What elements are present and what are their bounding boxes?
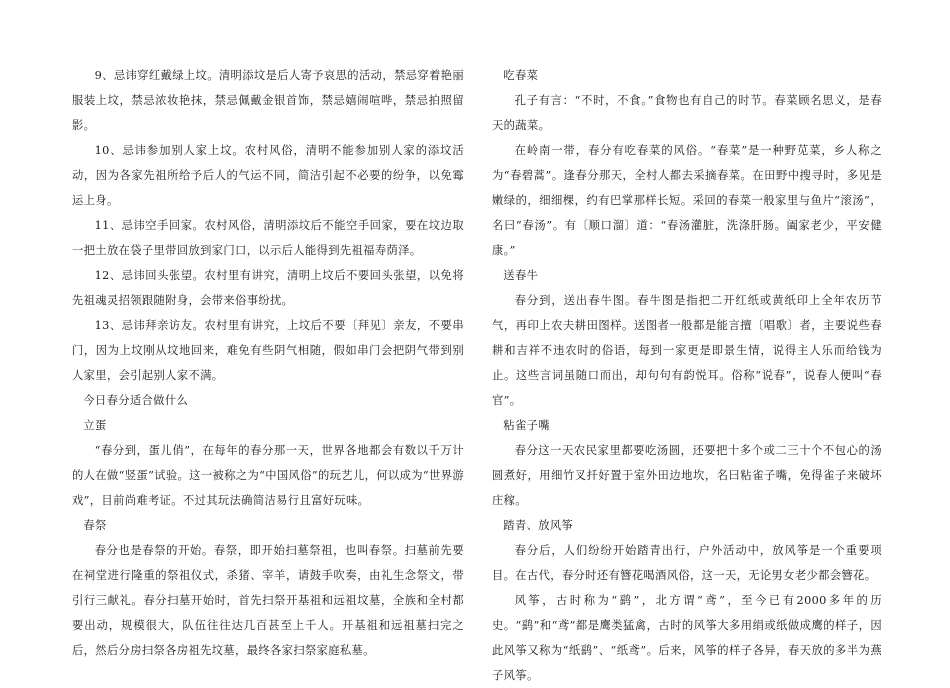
section-heading-spring-ox: 送春牛 (503, 269, 539, 282)
section-heading-spring-vegetables: 吃春菜 (503, 69, 539, 82)
spring-sacrifice-paragraph: 春分也是春祭的开始。春祭，即开始扫墓祭祖，也叫春祭。扫墓前先要在祠堂进行隆重的祭祖仪式，杀猪、宰羊，请鼓手吹奏，由礼生念祭文，带引行三献礼。春分扫墓开始时，首先扫祭开基祖和远祖坟墓，全族和全村都要出动，规模很大，队伍往往达几百甚至上千人。开基祖和远祖墓扫完之后，然后分房扫祭各房祖先坟墓，最终各家扫祭家庭私墓。 (72, 544, 464, 657)
taboo-13-paragraph: 13、忌讳拜亲访友。农村里有讲究，上坟后不要〔拜见〕亲友，不要串门，因为上坟刚从坟地回来，难免有些阴气相随，假如串门会把阴气带到别人家里，会引起别人家不满。 (72, 319, 464, 382)
spring-vegetables-paragraph-2: 在岭南一带，春分有吃春菜的风俗。“春菜”是一种野苋菜，乡人称之为“春碧蒿”。逢春分那天，全村人都去采摘春菜。在田野中搜寻时，多见是嫩绿的，细细棵，约有巴掌那样长短。采回的春菜一般家里与鱼片“滚汤”，名曰“春汤”。有〔顺口溜〕道：“春汤灌脏，洗涤肝肠。阖家老少，平安健康。” (492, 144, 882, 257)
right-column (492, 63, 882, 688)
egg-standing-paragraph: “春分到，蛋儿俏”，在每年的春分那一天，世界各地都会有数以千万计的人在做“竖蛋”试验。这一被称之为“中国风俗”的玩艺儿，何以成为“世界游戏”，目前尚难考证。不过其玩法确简洁易行且富好玩味。 (72, 444, 464, 507)
section-heading-today-activities: 今日春分适合做什么 (83, 394, 189, 407)
section-heading-spring-sacrifice: 春祭 (83, 519, 107, 532)
section-heading-kite-flying: 踏青、放风筝 (503, 519, 574, 532)
taboo-12-paragraph: 12、忌讳回头张望。农村里有讲究，清明上坟后不要回头张望，以免将先祖魂灵招领跟随附身，会带来俗事纷扰。 (72, 269, 464, 307)
kite-flying-paragraph-2: 风筝，古时称为“鹞”，北方谓“鸢”，至今已有2000多年的历史。“鹞”和“鸢”都是鹰类猛禽，古时的风筝大多用绢或纸做成鹰的样子，因此风筝又称为“纸鹞”、“纸鸢”。后来，风筝的样子各异，春天放的多半为燕子风筝。 (492, 594, 882, 682)
left-column (72, 63, 464, 663)
section-heading-egg-standing: 立蛋 (83, 419, 107, 432)
sparrow-beak-paragraph: 春分这一天农民家里都要吃汤圆，还要把十多个或二三十个不包心的汤圆煮好，用细竹叉扦好置于室外田边地坎，名曰粘雀子嘴，免得雀子来破坏庄稼。 (492, 444, 882, 507)
taboo-10-paragraph: 10、忌讳参加别人家上坟。农村风俗，清明不能参加别人家的添坟活动，因为各家先祖所给予后人的气运不同，简洁引起不必要的纷争，以免霉运上身。 (72, 144, 464, 207)
taboo-11-paragraph: 11、忌讳空手回家。农村风俗，清明添坟后不能空手回家，要在坟边取一把土放在袋子里带回放到家门口，以示后人能得到先祖福寿荫泽。 (72, 219, 464, 257)
kite-flying-paragraph-1: 春分后，人们纷纷开始踏青出行，户外活动中，放风筝是一个重要项目。在古代，春分时还有簪花喝酒风俗，这一天，无论男女老少都会簪花。 (492, 544, 882, 582)
spring-ox-paragraph: 春分到，送出春牛图。春牛图是指把二开红纸或黄纸印上全年农历节气，再印上农夫耕田图样。送图者一般都是能言擅〔唱歌〕者，主要说些春耕和吉祥不违农时的俗语，每到一家更是即景生情，说得主人乐而给钱为止。这些言词虽随口而出，却句句有韵悦耳。俗称“说春”，说春人便叫“春官”。 (492, 294, 882, 407)
section-heading-sparrow-beak: 粘雀子嘴 (503, 419, 550, 432)
taboo-9-paragraph: 9、忌讳穿红戴绿上坟。清明添坟是后人寄予哀思的活动，禁忌穿着艳丽服装上坟，禁忌浓妆艳抹，禁忌佩戴金银首饰，禁忌嬉闹喧哗，禁忌拍照留影。 (72, 69, 464, 132)
spring-vegetables-paragraph-1: 孔子有言：“不时，不食。”食物也有自己的时节。春菜顾名思义，是春天的蔬菜。 (492, 94, 882, 132)
